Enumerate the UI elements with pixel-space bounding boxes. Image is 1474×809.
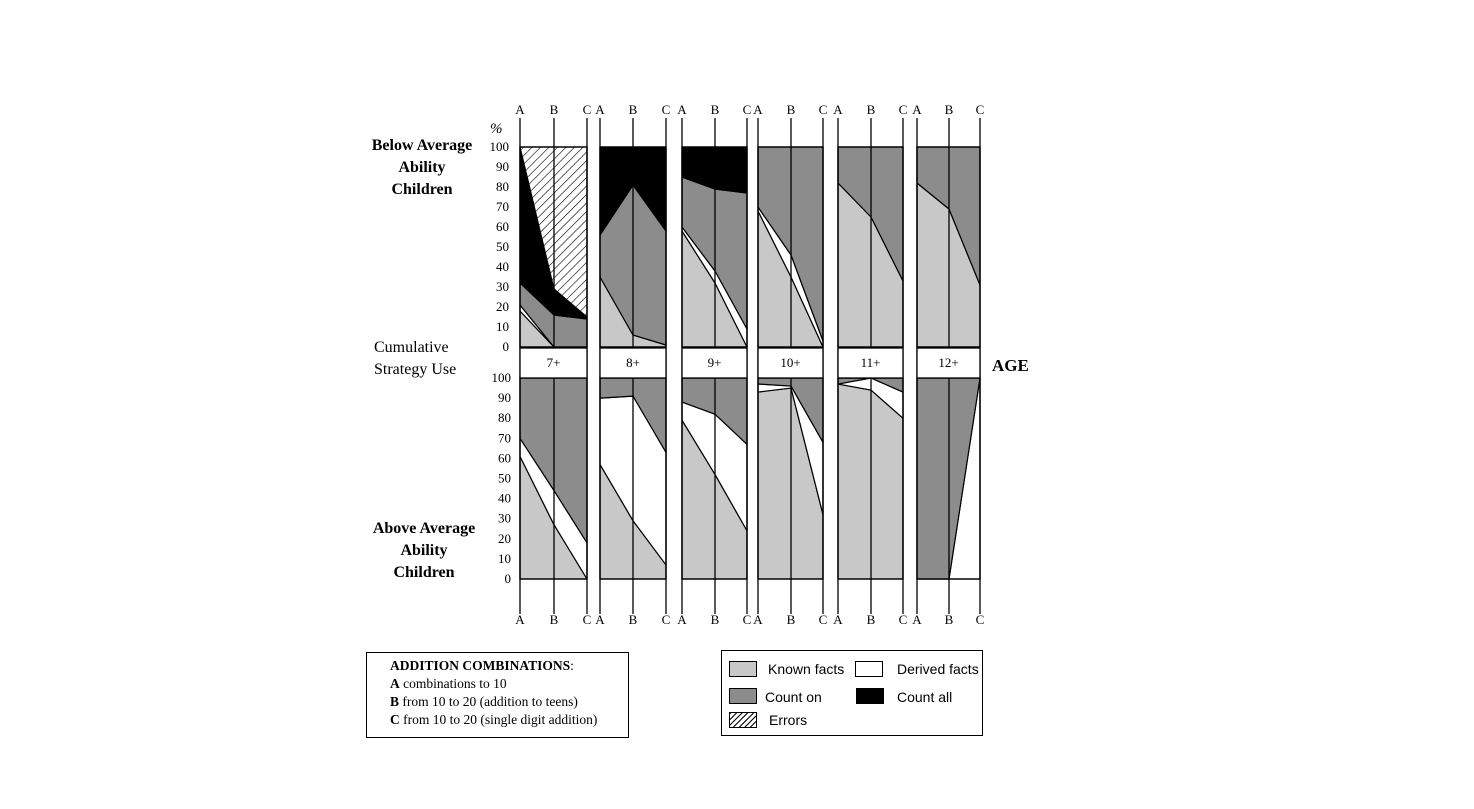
- x-tick-label: A: [753, 612, 763, 627]
- y-tick-label: 40: [496, 259, 509, 274]
- x-tick-label: A: [677, 102, 687, 117]
- x-tick-label: B: [549, 102, 559, 117]
- age-tick-label: 8+: [626, 355, 640, 370]
- legend-swatch-countall: [856, 688, 884, 704]
- combinations-box: [366, 652, 629, 738]
- x-tick-label: A: [677, 612, 687, 627]
- y-tick-label: 0: [504, 571, 511, 586]
- age-label: AGE: [992, 356, 1029, 375]
- x-tick-label: C: [975, 612, 985, 627]
- age-tick-label: 9+: [707, 355, 722, 370]
- combination-b: B from 10 to 20 (addition to teens): [390, 694, 578, 709]
- age-tick-label: 7+: [546, 355, 561, 370]
- y-tick-label: 20: [498, 530, 511, 546]
- y-tick-label: 100: [491, 370, 511, 385]
- x-tick-label: C: [898, 612, 908, 627]
- x-tick-label: A: [833, 102, 843, 117]
- legend-label-derived: Derived facts: [897, 661, 979, 677]
- y-tick-label: 40: [498, 490, 511, 506]
- x-tick-label: B: [710, 102, 720, 117]
- y-tick-label: 60: [496, 219, 509, 234]
- x-tick-label: A: [753, 102, 763, 117]
- y-tick-label: 30: [496, 279, 509, 294]
- legend: [721, 650, 983, 736]
- legend-swatch-derived: [855, 661, 883, 677]
- cumulative-label: [374, 337, 456, 381]
- x-tick-label: C: [742, 102, 752, 117]
- legend-swatch-counton: [729, 688, 757, 704]
- x-tick-label: B: [628, 102, 638, 117]
- y-tick-label: 90: [496, 159, 509, 174]
- x-tick-label: B: [549, 612, 559, 627]
- x-tick-label: A: [912, 102, 922, 117]
- y-tick-label: 10: [496, 319, 509, 334]
- y-tick-label: 90: [498, 390, 511, 406]
- below-line-1: Below Average: [371, 137, 473, 154]
- y-tick-label: 50: [496, 239, 509, 254]
- below-line-3: Children: [391, 181, 453, 198]
- legend-label-counton: Count on: [765, 689, 822, 705]
- y-tick-label: 80: [498, 410, 511, 426]
- above-average-label: [362, 518, 486, 584]
- legend-label-countall: Count all: [897, 689, 953, 705]
- x-tick-label: C: [818, 102, 828, 117]
- cumulative-line-1: Cumulative: [374, 339, 449, 356]
- above-line-3: Children: [393, 564, 455, 581]
- y-tick-label: 60: [498, 450, 511, 466]
- y-tick-label: 20: [496, 299, 509, 314]
- legend-swatch-known: [729, 661, 757, 677]
- legend-swatch-errors: [729, 712, 757, 728]
- x-tick-label: B: [944, 612, 954, 627]
- x-tick-label: C: [898, 102, 908, 117]
- below-line-2: Ability: [398, 159, 446, 176]
- x-tick-label: B: [786, 102, 796, 117]
- x-tick-label: B: [628, 612, 638, 627]
- x-tick-label: A: [515, 612, 525, 627]
- y-tick-label: 80: [496, 179, 509, 194]
- below-average-label: [360, 135, 484, 201]
- age-tick-label: 11+: [860, 355, 881, 370]
- combination-c: C from 10 to 20 (single digit addition): [390, 712, 598, 727]
- combinations-title: ADDITION COMBINATIONS:: [390, 658, 574, 673]
- x-tick-label: A: [912, 612, 922, 627]
- x-tick-label: B: [944, 102, 954, 117]
- x-tick-label: A: [595, 102, 605, 117]
- y-tick-label: 10: [498, 550, 511, 566]
- x-tick-label: C: [818, 612, 828, 627]
- y-tick-label: 70: [498, 430, 511, 446]
- y-tick-label: 0: [502, 339, 509, 354]
- x-tick-label: A: [515, 102, 525, 117]
- x-tick-label: A: [595, 612, 605, 627]
- x-tick-label: C: [582, 102, 592, 117]
- legend-label-known: Known facts: [768, 661, 845, 677]
- above-line-2: Ability: [400, 542, 448, 559]
- x-tick-label: C: [975, 102, 985, 117]
- x-tick-label: C: [661, 612, 671, 627]
- cumulative-line-2: Strategy Use: [374, 361, 457, 378]
- x-tick-label: C: [742, 612, 752, 627]
- legend-label-errors: Errors: [769, 712, 808, 728]
- combination-a: A combinations to 10: [390, 676, 507, 691]
- x-tick-label: B: [710, 612, 720, 627]
- x-tick-label: C: [661, 102, 671, 117]
- x-tick-label: B: [866, 612, 876, 627]
- above-line-1: Above Average: [372, 520, 476, 537]
- x-tick-label: B: [866, 102, 876, 117]
- y-tick-label: 30: [498, 510, 511, 526]
- y-tick-label: 70: [496, 199, 509, 214]
- x-tick-label: A: [833, 612, 843, 627]
- age-tick-label: 12+: [938, 355, 959, 370]
- x-tick-label: C: [582, 612, 592, 627]
- y-tick-label: 100: [489, 139, 509, 154]
- y-tick-label: 50: [498, 470, 511, 486]
- x-tick-label: B: [786, 612, 796, 627]
- percent-label: %: [490, 121, 503, 137]
- age-tick-label: 10+: [780, 355, 801, 370]
